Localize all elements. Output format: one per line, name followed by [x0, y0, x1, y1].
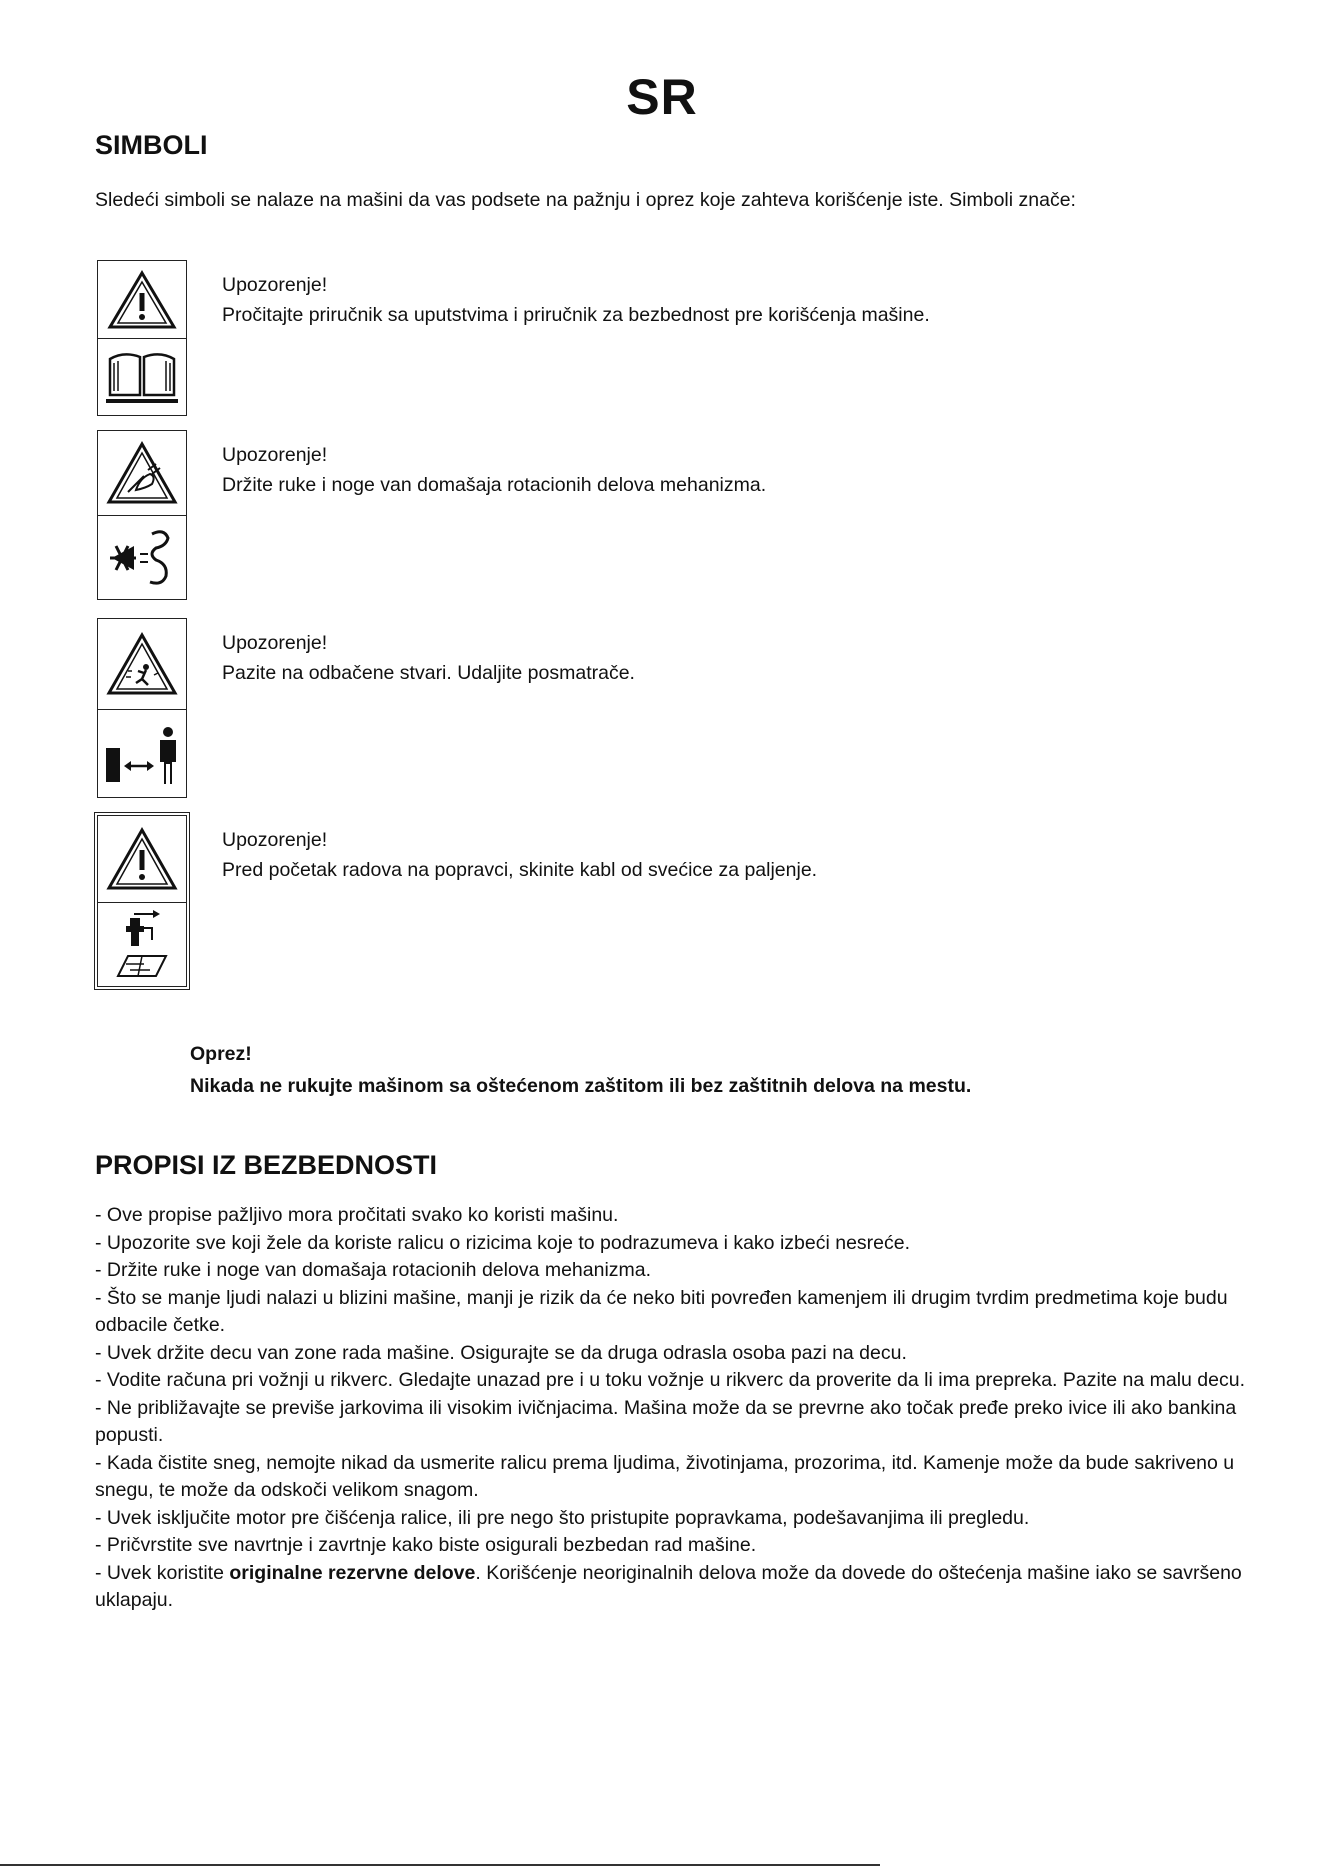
list-item: - Uvek držite decu van zone rada mašine. Osigurajte se da druga odrasla osoba pazi na decu.	[95, 1341, 907, 1364]
symbol-heading: Upozorenje!	[222, 829, 328, 851]
symbol-box-read-manual	[97, 260, 187, 416]
caution-text: Nikada ne rukujte mašinom sa oštećenom zaštitom ili bez zaštitnih delova na mestu.	[190, 1075, 972, 1097]
symbol-text: Pred početak radova na popravci, skinite kabl od svećice za paljenje.	[222, 859, 818, 881]
symbol-text: Držite ruke i noge van domašaja rotacionih delova mehanizma.	[222, 474, 767, 496]
manual-book-icon	[98, 339, 186, 415]
hand-auger-warning-icon	[98, 431, 186, 516]
symbol-heading: Upozorenje!	[222, 274, 328, 296]
rule-emphasis: originalne rezervne delove	[229, 1561, 476, 1584]
list-item: - Upozorite sve koji žele da koriste ralicu o rizicima koje to podrazumeva i kako izbeći nesreće.	[95, 1231, 911, 1254]
symbol-description-2	[222, 440, 1222, 500]
rules-section-title: PROPISI IZ BEZBEDNOSTI	[95, 1150, 438, 1180]
warning-triangle-icon	[98, 261, 186, 339]
list-item: - Pričvrstite sve navrtnje i zavrtnje kako biste osigurali bezbedan rad mašine.	[95, 1534, 757, 1556]
symbol-text: Pročitajte priručnik sa uputstvima i priručnik za bezbednost pre korišćenja mašine.	[222, 304, 930, 326]
list-item	[95, 1560, 1255, 1615]
symbol-text: Pazite na odbačene stvari. Udaljite posmatrače.	[222, 662, 635, 684]
footer-rule	[0, 1864, 880, 1866]
list-item: - Držite ruke i noge van domašaja rotacionih delova mehanizma.	[95, 1259, 652, 1281]
list-item: - Ne približavajte se previše jarkovima ili visokim ivičnjacima. Mašina može da se prevrne ako točak pređe preko ivice ili ako bankina popusti.	[95, 1396, 1237, 1446]
symbol-box-thrown-objects	[97, 618, 187, 798]
list-item: - Što se manje ljudi nalazi u blizini mašine, manji je rizik da će neko biti povređen kamenjem ili drugim tvrdim predmetima koje budu odbacile četke.	[95, 1286, 1228, 1336]
list-item: - Kada čistite sneg, nemojte nikad da usmerite ralicu prema ljudima, životinjama, prozorima, itd. Kamenje može da bude sakriveno u snegu, te može da odskoči velikom snagom.	[95, 1451, 1235, 1501]
symbol-box-spark-plug	[97, 815, 187, 987]
thrown-objects-warning-icon	[98, 619, 186, 710]
symbol-heading: Upozorenje!	[222, 444, 328, 466]
symbols-intro: Sledeći simboli se nalaze na mašini da vas podsete na pažnju i oprez koje zahteva korišćenje iste. Simboli znače:	[95, 189, 1076, 211]
symbol-heading: Upozorenje!	[222, 632, 328, 654]
warning-triangle-icon	[98, 816, 186, 903]
list-item: - Ove propise pažljivo mora pročitati svako ko koristi mašinu.	[95, 1204, 619, 1226]
symbol-description-1	[222, 270, 1222, 330]
keep-distance-icon	[98, 710, 186, 798]
list-item: - Uvek isključite motor pre čišćenja ralice, ili pre nego što pristupite popravkama, podešavanjima ili pregledu.	[95, 1506, 1030, 1529]
symbol-description-4	[222, 825, 1222, 885]
symbol-box-rotating-parts	[97, 430, 187, 600]
list-item: - Vodite računa pri vožnji u rikverc. Gledajte unazad pre i u toku vožnje u rikverc da proverite da li ima prepreka. Pazite na malu decu.	[95, 1369, 1245, 1391]
caution-heading: Oprez!	[190, 1043, 252, 1065]
rule-text: - Uvek koristite	[95, 1561, 230, 1584]
symbol-description-3	[222, 628, 1222, 688]
rule-text: . Korišćenje neoriginalnih delova može da dovede do oštećenja mašine iako se savršeno uklapaju.	[95, 1561, 1242, 1611]
language-code: SR	[626, 69, 698, 125]
safety-rules-list	[95, 1202, 1255, 1615]
rotating-parts-icon	[98, 516, 186, 600]
caution-block	[190, 1038, 971, 1102]
symbols-section-title: SIMBOLI	[95, 130, 208, 160]
spark-plug-manual-icon	[98, 903, 186, 987]
